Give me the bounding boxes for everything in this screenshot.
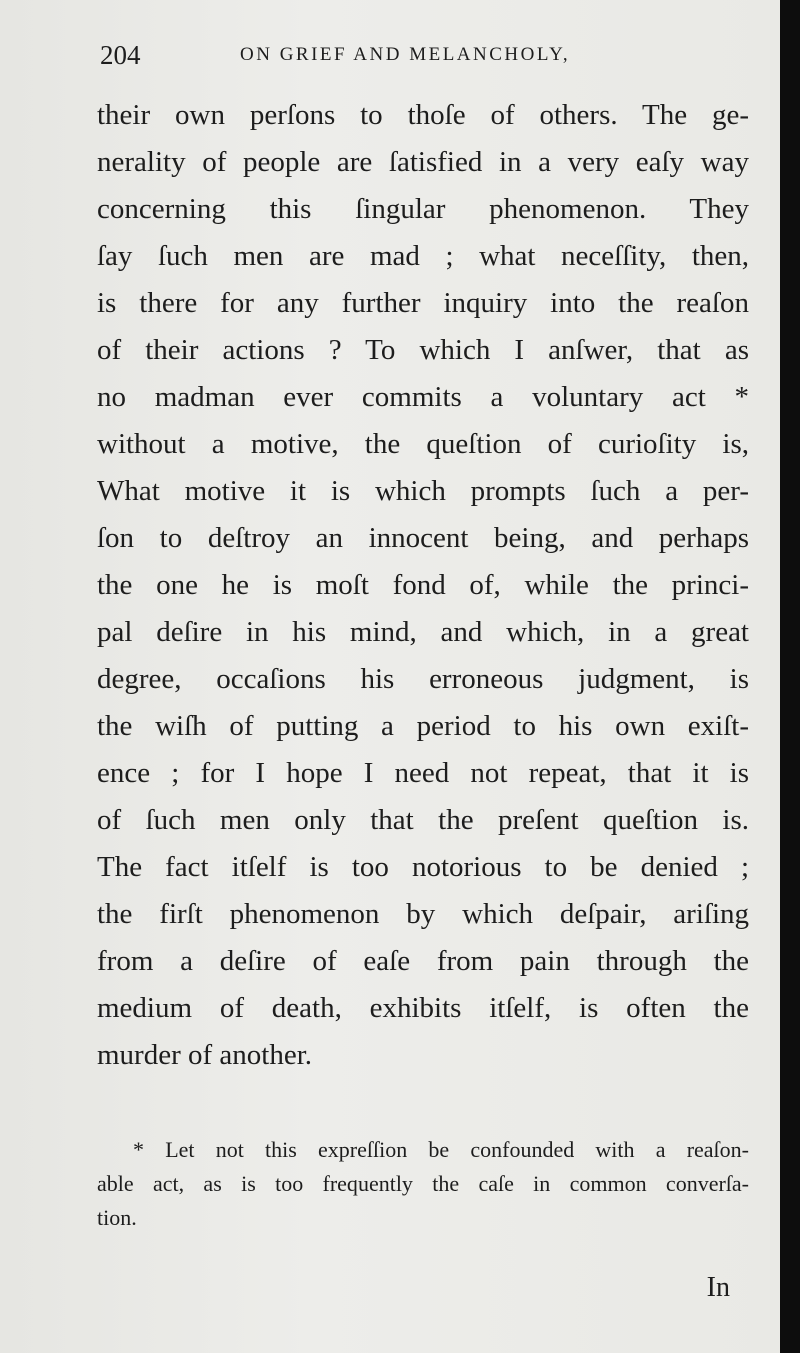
footnote-line: tion. [97,1205,137,1230]
running-head: ON GRIEF AND MELANCHOLY, [240,44,571,65]
catchword: In [706,1272,730,1303]
text-line: ence ; for I hope I need not repeat, that it is [97,757,749,789]
text-line: concerning this ſingular phenomenon. They [97,193,749,225]
text-line: no madman ever commits a voluntary act * [97,381,749,413]
text-line: of their actions ? To which I anſwer, that as [97,334,749,366]
text-line: is there for any further inquiry into the reaſon [97,287,749,319]
footnote-line: * Let not this expreſſion be confounded with a reaſon- [133,1137,749,1162]
text-line: of ſuch men only that the preſent queſtion is. [97,804,749,836]
text-line: murder of another. [97,1039,313,1071]
text-line: degree, occaſions his erroneous judgment, is [97,663,749,695]
text-line: ſay ſuch men are mad ; what neceſſity, then, [97,240,749,272]
body-text [97,92,749,1079]
text-line: from a deſire of eaſe from pain through the [97,945,749,977]
text-line: What motive it is which prompts ſuch a per- [97,475,749,507]
text-line: ſon to deſtroy an innocent being, and perhaps [97,522,749,554]
text-line: the one he is moſt fond of, while the princi- [97,569,749,601]
text-line: the wiſh of putting a period to his own exiſt- [97,710,749,742]
text-line: without a motive, the queſtion of curioſity is, [97,428,749,460]
footnote [97,1133,749,1235]
page-header [100,40,750,80]
footnote-line: able act, as is too frequently the caſe in common converſa- [97,1171,749,1196]
text-line: The fact itſelf is too notorious to be denied ; [97,851,749,883]
text-line: their own perſons to thoſe of others. The ge- [97,99,749,131]
text-line: the firſt phenomenon by which deſpair, ariſing [97,898,749,930]
text-line: pal deſire in his mind, and which, in a great [97,616,749,648]
page-edge [780,0,800,1353]
page-number: 204 [100,40,141,70]
text-line: medium of death, exhibits itſelf, is often the [97,992,749,1024]
text-line: nerality of people are ſatisfied in a very eaſy way [97,146,749,178]
